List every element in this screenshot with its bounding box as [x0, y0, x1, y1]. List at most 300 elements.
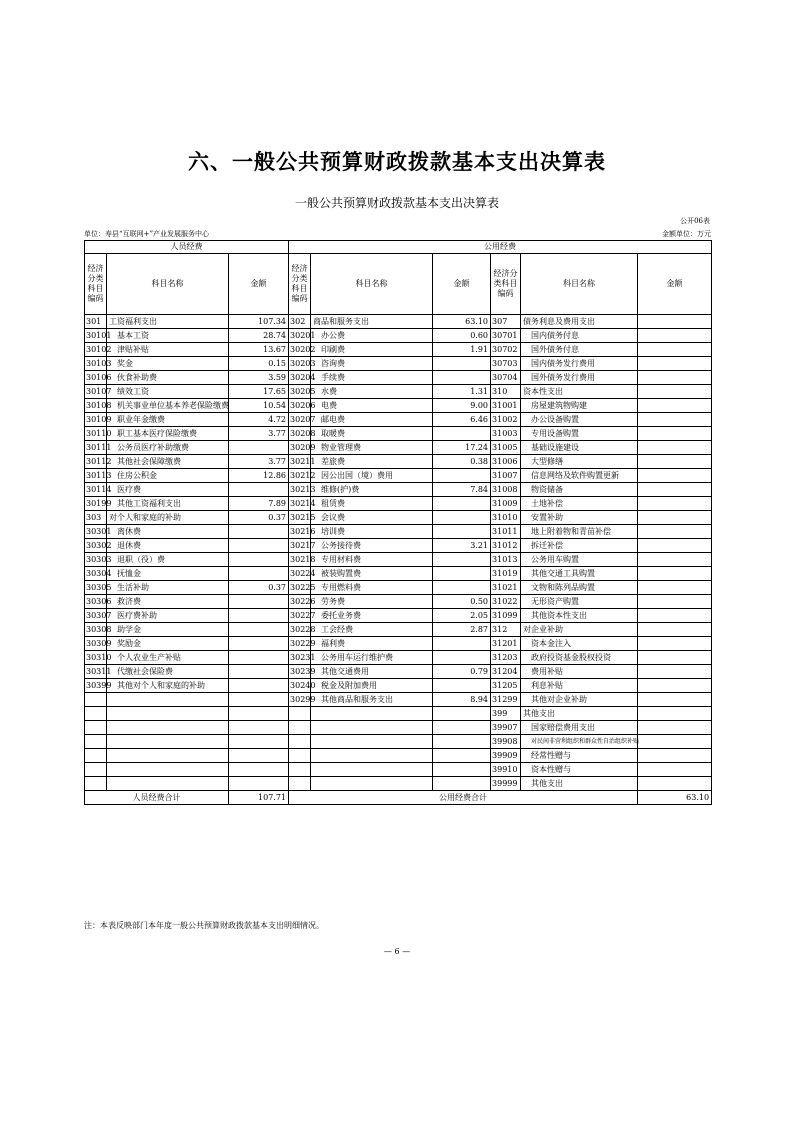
code-cell: 31010: [491, 511, 521, 525]
header-name: 科目名称: [107, 254, 229, 315]
amount-cell: 28.74: [229, 329, 289, 343]
amount-unit: 金额单位：万元: [662, 230, 711, 238]
name-cell: 委托业务费: [311, 609, 433, 623]
name-cell: 职业年金缴费: [107, 413, 229, 427]
code-cell: 31008: [491, 483, 521, 497]
amount-cell: [433, 525, 491, 539]
name-cell: 福利费: [311, 637, 433, 651]
table-row: [85, 455, 712, 469]
name-cell: 专用燃料费: [311, 581, 433, 595]
amount-cell: [638, 749, 712, 763]
code-cell: [85, 749, 107, 763]
code-cell: 39907: [491, 721, 521, 735]
amount-cell: [638, 777, 712, 791]
name-cell: 政府投资基金股权投资: [521, 651, 638, 665]
amount-cell: 3.59: [229, 371, 289, 385]
name-cell: 医疗费: [107, 483, 229, 497]
table-row: [85, 623, 712, 637]
code-cell: 30305: [85, 581, 107, 595]
amount-cell: 7.84: [433, 483, 491, 497]
name-cell: [107, 721, 229, 735]
name-cell: 退职（役）费: [107, 553, 229, 567]
header-code: 经济分类科目编码: [85, 254, 107, 315]
code-cell: 30703: [491, 357, 521, 371]
code-cell: 30225: [289, 581, 311, 595]
code-cell: 39909: [491, 749, 521, 763]
amount-cell: 1.91: [433, 343, 491, 357]
code-cell: [289, 763, 311, 777]
name-cell: 津贴补贴: [107, 343, 229, 357]
group-public: 公用经费: [289, 241, 712, 254]
amount-cell: 3.21: [433, 539, 491, 553]
name-cell: 房屋建筑物购建: [521, 399, 638, 413]
code-cell: 31019: [491, 567, 521, 581]
table-row: [85, 665, 712, 679]
code-cell: 303: [85, 511, 107, 525]
form-number: 公开06表: [680, 217, 710, 225]
amount-cell: [638, 721, 712, 735]
name-cell: 专用设备购置: [521, 427, 638, 441]
amount-cell: [433, 427, 491, 441]
amount-cell: 3.77: [229, 427, 289, 441]
amount-cell: [229, 735, 289, 749]
total-personnel-label: 人员经费合计: [85, 791, 229, 805]
name-cell: 工资福利支出: [107, 315, 229, 329]
table-row: [85, 581, 712, 595]
name-cell: 信息网络及软件购置更新: [521, 469, 638, 483]
total-public-label: 公用经费合计: [289, 791, 638, 805]
amount-cell: 2.87: [433, 623, 491, 637]
code-cell: 30308: [85, 623, 107, 637]
amount-cell: [638, 665, 712, 679]
amount-cell: [638, 441, 712, 455]
table-row: [85, 427, 712, 441]
name-cell: 咨询费: [311, 357, 433, 371]
name-cell: 奖金: [107, 357, 229, 371]
code-cell: 30311: [85, 665, 107, 679]
amount-cell: [433, 553, 491, 567]
name-cell: 其他工资福利支出: [107, 497, 229, 511]
code-cell: 30202: [289, 343, 311, 357]
amount-cell: [433, 497, 491, 511]
code-cell: 302: [289, 315, 311, 329]
amount-cell: [638, 595, 712, 609]
group-header-row: [85, 241, 712, 254]
table-row: [85, 399, 712, 413]
amount-cell: [229, 483, 289, 497]
amount-cell: [433, 567, 491, 581]
code-cell: 30399: [85, 679, 107, 693]
code-cell: 30109: [85, 413, 107, 427]
name-cell: 物业管理费: [311, 441, 433, 455]
table-row: [85, 413, 712, 427]
code-cell: 30239: [289, 665, 311, 679]
name-cell: [107, 749, 229, 763]
name-cell: 会议费: [311, 511, 433, 525]
amount-cell: [638, 399, 712, 413]
amount-cell: [229, 679, 289, 693]
table-row: [85, 371, 712, 385]
code-cell: 30228: [289, 623, 311, 637]
code-cell: [289, 735, 311, 749]
total-row: [85, 791, 712, 805]
amount-cell: [638, 609, 712, 623]
amount-cell: [433, 371, 491, 385]
table-row: [85, 497, 712, 511]
code-cell: [85, 721, 107, 735]
amount-cell: [638, 679, 712, 693]
code-cell: 30108: [85, 399, 107, 413]
name-cell: 职工基本医疗保险缴费: [107, 427, 229, 441]
amount-cell: 63.10: [433, 315, 491, 329]
amount-cell: [433, 735, 491, 749]
amount-cell: 0.79: [433, 665, 491, 679]
code-cell: 30299: [289, 693, 311, 707]
code-cell: 30304: [85, 567, 107, 581]
name-cell: [311, 735, 433, 749]
unit-info-row: [84, 229, 711, 239]
amount-cell: [433, 679, 491, 693]
amount-cell: 1.31: [433, 385, 491, 399]
code-cell: 31011: [491, 525, 521, 539]
name-cell: 其他交通费用: [311, 665, 433, 679]
code-cell: 31001: [491, 399, 521, 413]
amount-cell: [229, 539, 289, 553]
table-row: [85, 441, 712, 455]
amount-cell: [433, 651, 491, 665]
name-cell: 个人农业生产补贴: [107, 651, 229, 665]
table-row: [85, 567, 712, 581]
amount-cell: [638, 497, 712, 511]
name-cell: [311, 707, 433, 721]
amount-cell: [229, 763, 289, 777]
name-cell: 资本性支出: [521, 385, 638, 399]
table-row: [85, 511, 712, 525]
amount-cell: [638, 763, 712, 777]
table-row: [85, 651, 712, 665]
code-cell: 30229: [289, 637, 311, 651]
code-cell: 31012: [491, 539, 521, 553]
name-cell: 公务员医疗补助缴费: [107, 441, 229, 455]
code-cell: 30113: [85, 469, 107, 483]
amount-cell: [638, 651, 712, 665]
table-row: [85, 637, 712, 651]
name-cell: 印刷费: [311, 343, 433, 357]
name-cell: 公务接待费: [311, 539, 433, 553]
name-cell: [311, 777, 433, 791]
amount-cell: 8.94: [433, 693, 491, 707]
code-cell: 30199: [85, 497, 107, 511]
name-cell: 奖励金: [107, 637, 229, 651]
table-row: [85, 595, 712, 609]
code-cell: 31002: [491, 413, 521, 427]
table-row: [85, 385, 712, 399]
code-cell: 31007: [491, 469, 521, 483]
name-cell: 商品和服务支出: [311, 315, 433, 329]
code-cell: 30101: [85, 329, 107, 343]
code-cell: 30213: [289, 483, 311, 497]
name-cell: 物资储备: [521, 483, 638, 497]
name-cell: [311, 749, 433, 763]
code-cell: 31204: [491, 665, 521, 679]
code-cell: [85, 693, 107, 707]
code-cell: 30309: [85, 637, 107, 651]
amount-cell: 12.86: [229, 469, 289, 483]
table-row: [85, 609, 712, 623]
code-cell: 30106: [85, 371, 107, 385]
name-cell: 对个人和家庭的补助: [107, 511, 229, 525]
header-code: 经济分类科目编码: [491, 254, 521, 315]
name-cell: [107, 777, 229, 791]
name-cell: 国内债务付息: [521, 329, 638, 343]
table-row: [85, 553, 712, 567]
amount-cell: [229, 609, 289, 623]
name-cell: 住房公积金: [107, 469, 229, 483]
code-cell: 30216: [289, 525, 311, 539]
table-row: [85, 483, 712, 497]
code-cell: [85, 763, 107, 777]
amount-cell: 0.60: [433, 329, 491, 343]
amount-cell: [638, 455, 712, 469]
code-cell: 312: [491, 623, 521, 637]
amount-cell: [433, 721, 491, 735]
code-cell: 30209: [289, 441, 311, 455]
amount-cell: 0.37: [229, 511, 289, 525]
page-number: — 6 —: [383, 947, 411, 956]
name-cell: 工会经费: [311, 623, 433, 637]
amount-cell: [433, 637, 491, 651]
amount-cell: [638, 371, 712, 385]
code-cell: 30704: [491, 371, 521, 385]
unit-name: 单位：寿县“互联网+”产业发展服务中心: [84, 230, 210, 238]
name-cell: 助学金: [107, 623, 229, 637]
group-personnel: 人员经费: [85, 241, 289, 254]
amount-cell: 0.37: [229, 581, 289, 595]
amount-cell: [229, 595, 289, 609]
name-cell: 其他社会保障缴费: [107, 455, 229, 469]
amount-cell: 107.34: [229, 315, 289, 329]
expenditure-table: [84, 240, 712, 805]
name-cell: 机关事业单位基本养老保险缴费: [107, 399, 229, 413]
name-cell: [107, 693, 229, 707]
amount-cell: 6.46: [433, 413, 491, 427]
code-cell: [85, 777, 107, 791]
name-cell: 维修(护)费: [311, 483, 433, 497]
header-name: 科目名称: [311, 254, 433, 315]
total-personnel-value: 107.71: [229, 791, 289, 805]
amount-cell: 7.89: [229, 497, 289, 511]
amount-cell: [229, 749, 289, 763]
amount-cell: [638, 707, 712, 721]
code-cell: 30231: [289, 651, 311, 665]
code-cell: 30112: [85, 455, 107, 469]
amount-cell: [638, 581, 712, 595]
name-cell: [107, 735, 229, 749]
amount-cell: [638, 427, 712, 441]
total-public-value: 63.10: [638, 791, 712, 805]
name-cell: 救济费: [107, 595, 229, 609]
code-cell: 30205: [289, 385, 311, 399]
code-cell: 31099: [491, 609, 521, 623]
code-cell: 30110: [85, 427, 107, 441]
code-cell: 30217: [289, 539, 311, 553]
name-cell: 被装购置费: [311, 567, 433, 581]
code-cell: 30102: [85, 343, 107, 357]
code-cell: 31203: [491, 651, 521, 665]
code-cell: 39910: [491, 763, 521, 777]
name-cell: 差旅费: [311, 455, 433, 469]
amount-cell: 2.05: [433, 609, 491, 623]
name-cell: 对民间非营利组织和群众性自治组织补贴: [521, 735, 638, 749]
name-cell: 邮电费: [311, 413, 433, 427]
name-cell: 退休费: [107, 539, 229, 553]
name-cell: 其他支出: [521, 707, 638, 721]
name-cell: 培训费: [311, 525, 433, 539]
amount-cell: 10.54: [229, 399, 289, 413]
code-cell: 30215: [289, 511, 311, 525]
amount-cell: [433, 763, 491, 777]
amount-cell: [638, 567, 712, 581]
table-row: [85, 721, 712, 735]
code-cell: 30214: [289, 497, 311, 511]
amount-cell: [229, 721, 289, 735]
amount-cell: [638, 413, 712, 427]
name-cell: 离休费: [107, 525, 229, 539]
name-cell: 无形资产购置: [521, 595, 638, 609]
code-cell: 310: [491, 385, 521, 399]
name-cell: 国家赔偿费用支出: [521, 721, 638, 735]
name-cell: 安置补助: [521, 511, 638, 525]
table-row: [85, 329, 712, 343]
name-cell: 资本性赠与: [521, 763, 638, 777]
code-cell: [289, 721, 311, 735]
table-row: [85, 707, 712, 721]
name-cell: 公务用车运行维护费: [311, 651, 433, 665]
amount-cell: [229, 777, 289, 791]
amount-cell: 0.50: [433, 595, 491, 609]
name-cell: 伙食补助费: [107, 371, 229, 385]
table-row: [85, 763, 712, 777]
code-cell: 30114: [85, 483, 107, 497]
name-cell: [107, 707, 229, 721]
amount-cell: 4.72: [229, 413, 289, 427]
amount-cell: [229, 567, 289, 581]
name-cell: 国内债务发行费用: [521, 357, 638, 371]
code-cell: 30307: [85, 609, 107, 623]
table-row: [85, 343, 712, 357]
amount-cell: [638, 343, 712, 357]
name-cell: 基本工资: [107, 329, 229, 343]
code-cell: 30227: [289, 609, 311, 623]
name-cell: 租赁费: [311, 497, 433, 511]
name-cell: [107, 763, 229, 777]
code-cell: 30203: [289, 357, 311, 371]
amount-cell: [638, 483, 712, 497]
table-row: [85, 749, 712, 763]
code-cell: 31022: [491, 595, 521, 609]
name-cell: 对企业补助: [521, 623, 638, 637]
name-cell: 因公出国（境）费用: [311, 469, 433, 483]
code-cell: 39999: [491, 777, 521, 791]
name-cell: [311, 721, 433, 735]
amount-cell: [638, 735, 712, 749]
code-cell: [85, 735, 107, 749]
code-cell: 30240: [289, 679, 311, 693]
amount-cell: [638, 623, 712, 637]
name-cell: 其他对企业补助: [521, 693, 638, 707]
code-cell: 30310: [85, 651, 107, 665]
table-row: [85, 693, 712, 707]
amount-cell: [638, 357, 712, 371]
code-cell: [289, 707, 311, 721]
name-cell: 国外债务付息: [521, 343, 638, 357]
table-row: [85, 777, 712, 791]
code-cell: 30107: [85, 385, 107, 399]
code-cell: 30211: [289, 455, 311, 469]
code-cell: 30111: [85, 441, 107, 455]
table-row: [85, 525, 712, 539]
table-row: [85, 539, 712, 553]
name-cell: 费用补贴: [521, 665, 638, 679]
column-header-row: [85, 254, 712, 315]
code-cell: 30301: [85, 525, 107, 539]
name-cell: 其他商品和服务支出: [311, 693, 433, 707]
name-cell: 水费: [311, 385, 433, 399]
code-cell: 31006: [491, 455, 521, 469]
code-cell: 31003: [491, 427, 521, 441]
amount-cell: 0.15: [229, 357, 289, 371]
amount-cell: [229, 665, 289, 679]
code-cell: 30303: [85, 553, 107, 567]
table-note: 注：本表反映部门本年度一般公共预算财政拨款基本支出明细情况。: [84, 921, 324, 930]
name-cell: 绩效工资: [107, 385, 229, 399]
code-cell: 31005: [491, 441, 521, 455]
name-cell: 土地补偿: [521, 497, 638, 511]
amount-cell: [229, 651, 289, 665]
table-subtitle: 一般公共预算财政拨款基本支出决算表: [294, 196, 499, 210]
name-cell: 公务用车购置: [521, 553, 638, 567]
amount-cell: [229, 707, 289, 721]
name-cell: 拆迁补偿: [521, 539, 638, 553]
amount-cell: [638, 539, 712, 553]
name-cell: 地上附着物和青苗补偿: [521, 525, 638, 539]
name-cell: 代缴社会保险费: [107, 665, 229, 679]
amount-cell: 17.24: [433, 441, 491, 455]
amount-cell: 0.38: [433, 455, 491, 469]
code-cell: 30302: [85, 539, 107, 553]
amount-cell: [229, 553, 289, 567]
name-cell: 其他对个人和家庭的补助: [107, 679, 229, 693]
code-cell: 30201: [289, 329, 311, 343]
code-cell: 31205: [491, 679, 521, 693]
amount-cell: [433, 469, 491, 483]
header-name: 科目名称: [521, 254, 638, 315]
amount-cell: [638, 511, 712, 525]
amount-cell: 13.67: [229, 343, 289, 357]
header-amount: 金额: [433, 254, 491, 315]
name-cell: 办公设备购置: [521, 413, 638, 427]
code-cell: 30701: [491, 329, 521, 343]
code-cell: 31021: [491, 581, 521, 595]
name-cell: 国外债务发行费用: [521, 371, 638, 385]
header-code: 经济分类科目编码: [289, 254, 311, 315]
name-cell: 医疗费补助: [107, 609, 229, 623]
amount-cell: [433, 511, 491, 525]
code-cell: 30208: [289, 427, 311, 441]
name-cell: 其他资本性支出: [521, 609, 638, 623]
code-cell: 399: [491, 707, 521, 721]
name-cell: 经常性赠与: [521, 749, 638, 763]
